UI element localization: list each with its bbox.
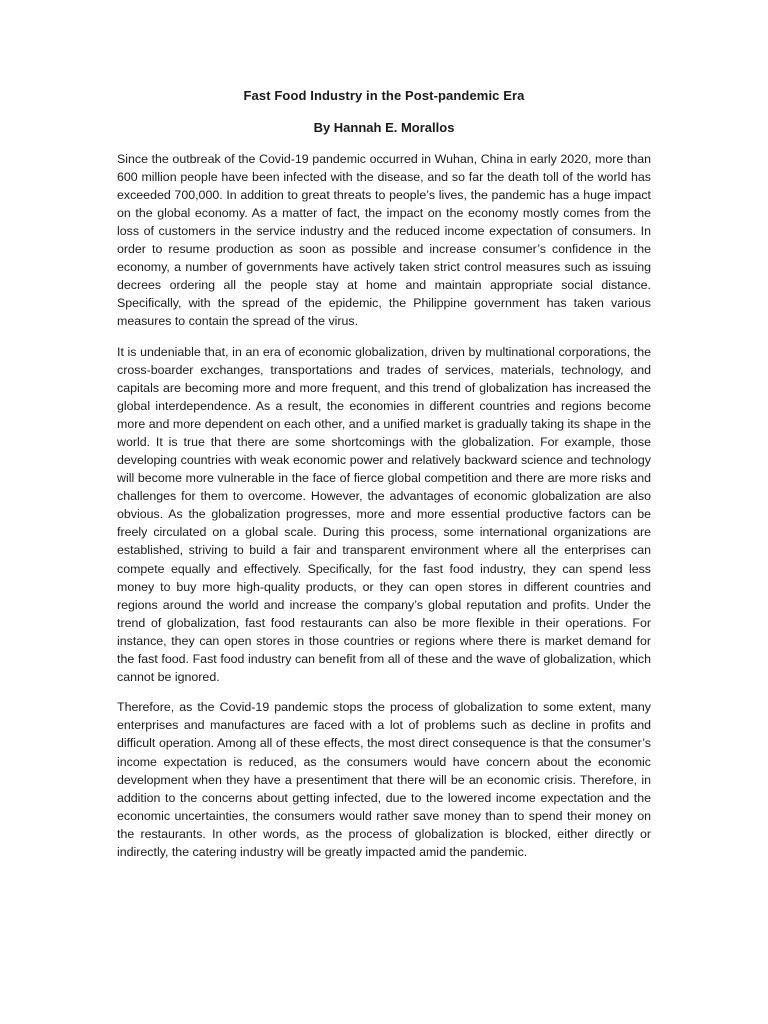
paragraph: Since the outbreak of the Covid-19 pandemic occurred in Wuhan, China in early 2020, more than 600 million people have been infected with the disease, and so far the death toll of the world has exceeded 700,000. In addition to great threats to people’s lives, the pandemic has a huge impact on the global economy. As a matter of fact, the impact on the economy mostly comes from the loss of customers in the service industry and the reduced income expectation of consumers. In order to resume production as soon as possible and increase consumer’s confidence in the economy, a number of governments have actively taken strict control measures such as issuing decrees ordering all the people stay at home and maintain appropriate social distance. Specifically, with the spread of the epidemic, the Philippine government has taken various measures to contain the spread of the virus. bbox=[117, 152, 651, 329]
document-body bbox=[117, 150, 651, 873]
author-byline: By Hannah E. Morallos bbox=[313, 120, 455, 135]
paragraph: It is undeniable that, in an era of economic globalization, driven by multinational corporations, the cross-boarder exchanges, transportations and trades of services, materials, technology, and capitals are becoming more and more frequent, and this trend of globalization has increased the global interdependence. As a result, the economies in different countries and regions become more and more dependent on each other, and a unified market is gradually taking its shape in the world. It is true that there are some shortcomings with the globalization. For example, those developing countries with weak economic power and relatively backward science and technology will become more vulnerable in the face of fierce global competition and there are more risks and challenges for them to overcome. However, the advantages of economic globalization are also obvious. As the globalization progresses, more and more essential productive factors can be freely circulated on a global scale. During this process, some international organizations are established, striving to build a fair and transparent environment where all the enterprises can compete equally and effectively. Specifically, for the fast food industry, they can spend less money to buy more high-quality products, or they can open stores in different countries and regions around the world and increase the company’s global reputation and profits. Under the trend of globalization, fast food restaurants can also be more flexible in their operations. For instance, they can open stores in those countries or regions where there is market demand for the fast food. Fast food industry can benefit from all of these and the wave of globalization, which cannot be ignored. bbox=[117, 344, 651, 684]
paragraph: Therefore, as the Covid-19 pandemic stops the process of globalization to some extent, many enterprises and manufactures are faced with a lot of problems such as decline in profits and difficult operation. Among all of these effects, the most direct consequence is that the consumer’s income expectation is reduced, as the consumers would have concern about the economic development when they have a presentiment that there will be an economic crisis. Therefore, in addition to the concerns about getting infected, due to the lowered income expectation and the economic uncertainties, the consumers would rather save money than to spend their money on the restaurants. In other words, as the process of globalization is blocked, either directly or indirectly, the catering industry will be greatly impacted amid the pandemic. bbox=[117, 700, 651, 859]
document-title: Fast Food Industry in the Post-pandemic Era bbox=[243, 88, 525, 103]
